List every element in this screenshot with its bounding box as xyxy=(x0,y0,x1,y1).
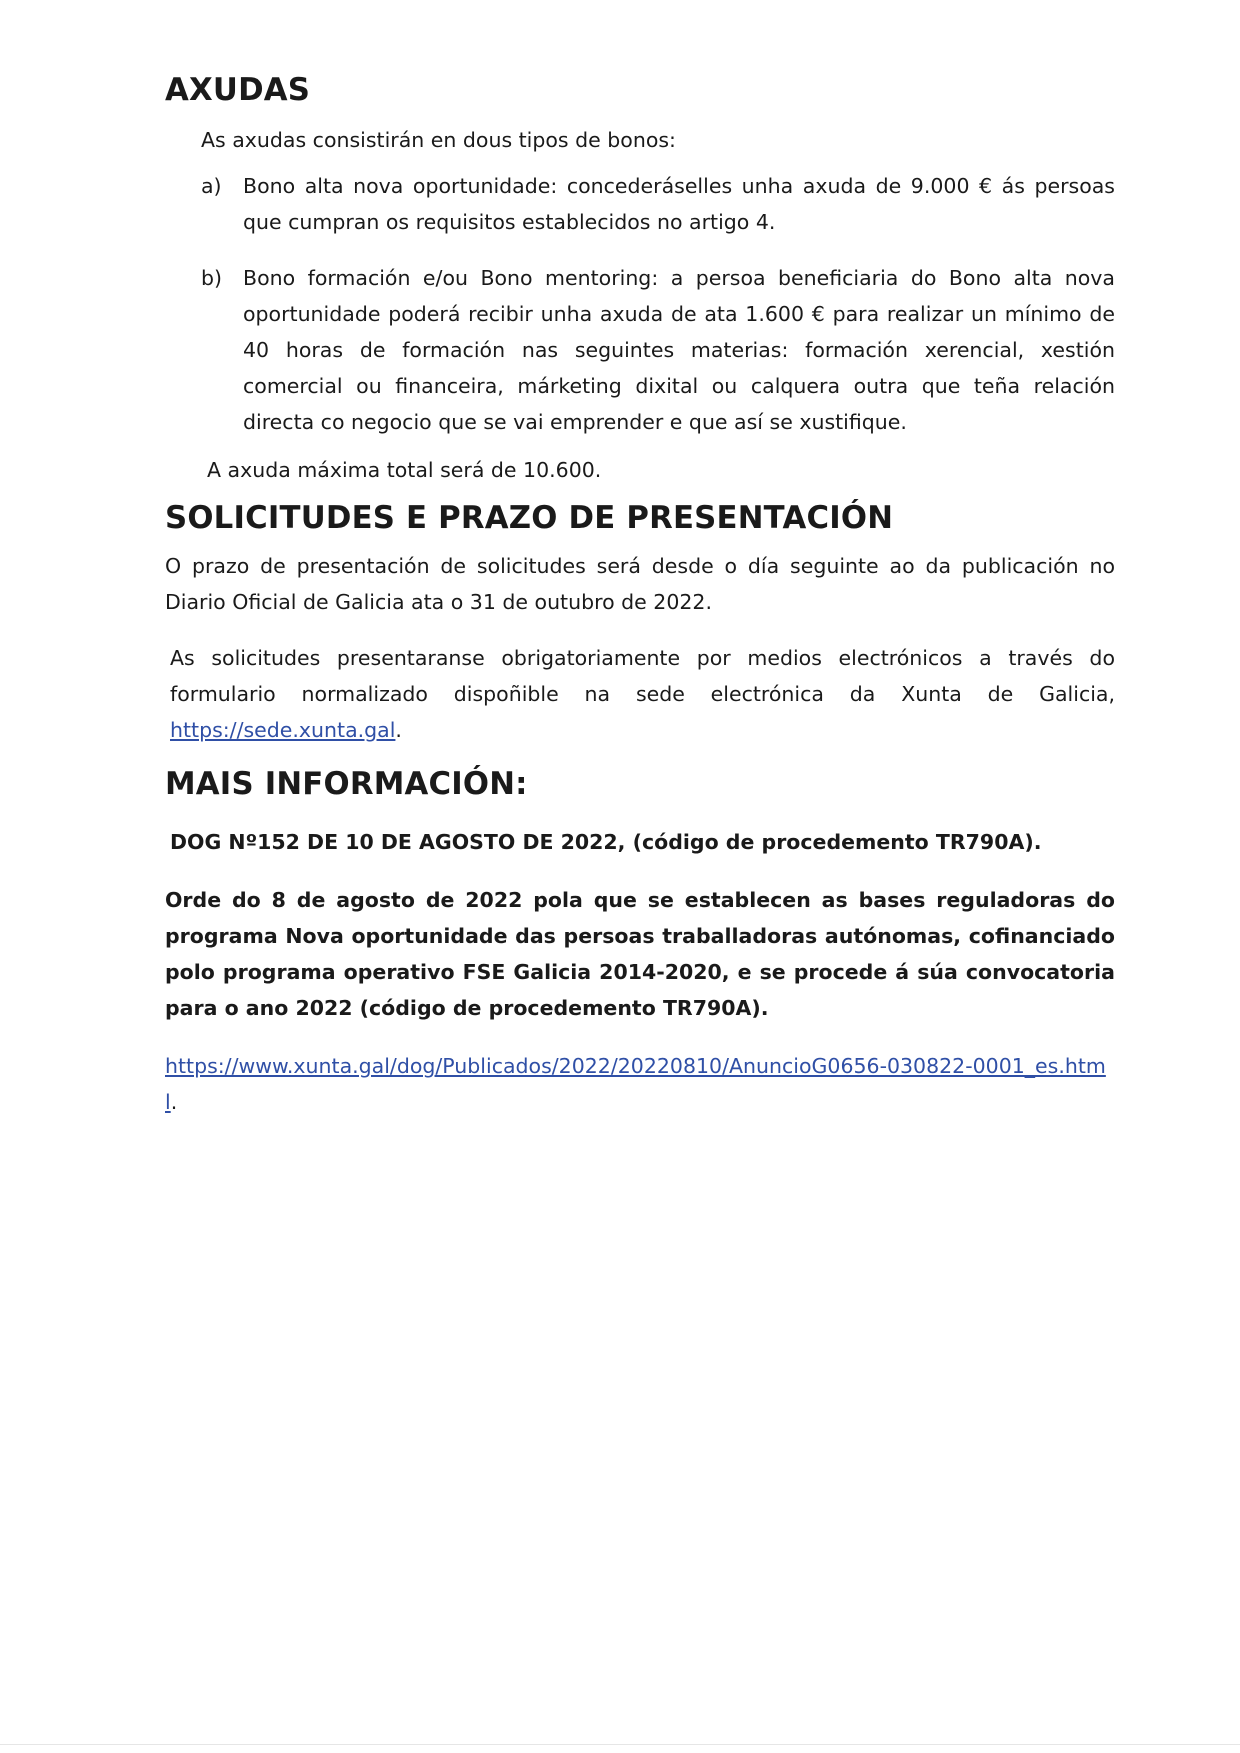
dog-link[interactable]: https://www.xunta.gal/dog/Publicados/2022/20220810/AnuncioG0656-030822-0001_es.html xyxy=(165,1054,1106,1114)
medios-end: . xyxy=(395,718,402,742)
medios-paragraph xyxy=(165,640,1115,748)
dog-reference: DOG Nº152 DE 10 DE AGOSTO DE 2022, (código de procedemento TR790A). xyxy=(170,830,1042,854)
page-edge-rule xyxy=(0,1744,1240,1745)
list-marker: b) xyxy=(201,266,223,290)
list-item-text: Bono alta nova oportunidade: concederáselles unha axuda de 9.000 € ás persoas que cumpran os requisitos establecidos no artigo 4. xyxy=(243,174,1115,234)
axudas-intro: As axudas consistirán en dous tipos de bonos: xyxy=(201,128,676,152)
axudas-heading: AXUDAS xyxy=(165,72,311,108)
list-item-text: Bono formación e/ou Bono mentoring: a persoa beneficiaria do Bono alta nova oportunidade poderá recibir unha axuda de ata 1.600 € para realizar un mínimo de 40 horas de formación nas seguintes materias: formación xerencial, xestión comercial ou financeira, márketing dixital ou calquera outra que teña relación directa co negocio que se vai emprender e que así se xustifique. xyxy=(243,266,1115,434)
mais-info-heading: MAIS INFORMACIÓN: xyxy=(165,766,528,802)
sede-link[interactable]: https://sede.xunta.gal xyxy=(170,718,396,742)
solicitudes-heading: SOLICITUDES E PRAZO DE PRESENTACIÓN xyxy=(165,500,894,536)
dog-url-paragraph xyxy=(165,1048,1115,1120)
list-item xyxy=(201,168,1115,240)
list-marker: a) xyxy=(201,174,222,198)
axuda-total: A axuda máxima total será de 10.600. xyxy=(207,458,602,482)
prazo-paragraph: O prazo de presentación de solicitudes será desde o día seguinte ao da publicación no Diario Oficial de Galicia ata o 31 de outubro de 2022. xyxy=(165,554,1115,614)
dog-url-end: . xyxy=(170,1090,178,1114)
medios-text: As solicitudes presentaranse obrigatoriamente por medios electrónicos a través do formulario normalizado dispoñible na sede electrónica da Xunta de Galicia, xyxy=(170,646,1115,706)
orde-paragraph: Orde do 8 de agosto de 2022 pola que se establecen as bases reguladoras do programa Nova oportunidade das persoas traballadoras autónomas, cofinanciado polo programa operativo FSE Galicia 2014-2020, e se procede á súa convocatoria para o ano 2022 (código de procedemento TR790A). xyxy=(165,888,1115,1020)
bonos-list xyxy=(201,168,1115,440)
document-body xyxy=(165,72,1115,1120)
list-item xyxy=(201,260,1115,440)
